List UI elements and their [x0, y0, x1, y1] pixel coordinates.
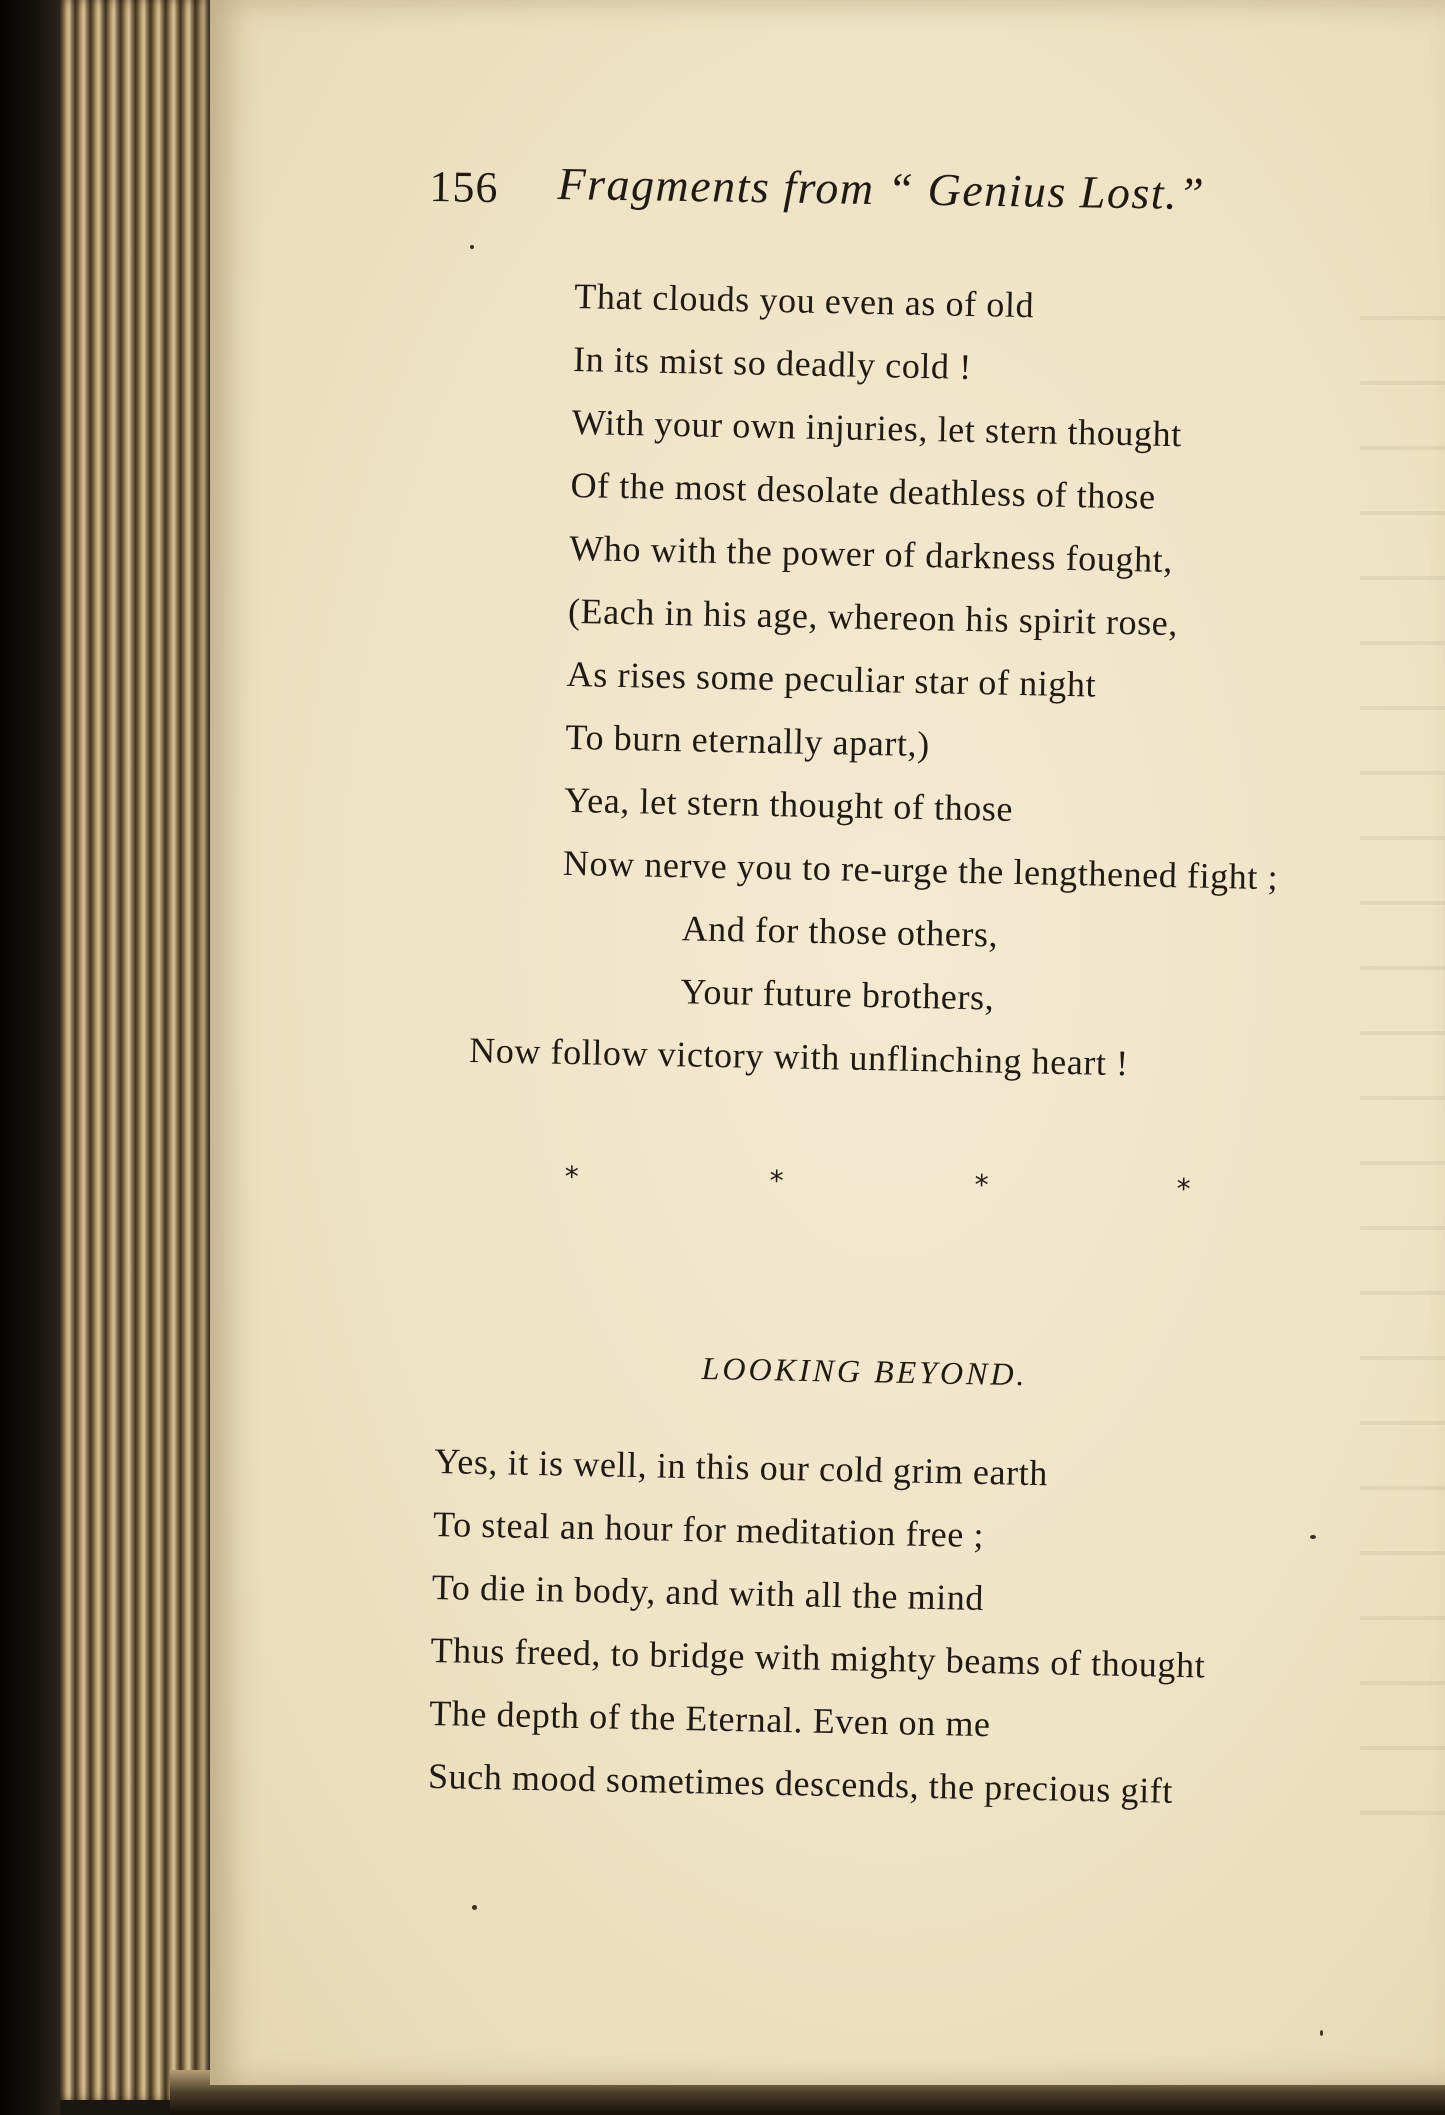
section-separator	[564, 1160, 1205, 1233]
poem-line: To die in body, and with all the mind	[431, 1566, 985, 1619]
poem-line: To steal an hour for meditation free ;	[432, 1503, 985, 1556]
paper-speck	[472, 1905, 477, 1910]
asterisk: *	[564, 1160, 579, 1194]
poem-line: (Each in his age, whereon his spirit rose,	[567, 590, 1179, 644]
poem-line: Who with the power of darkness fought,	[568, 527, 1174, 581]
poem-line: Thus freed, to bridge with mighty beams of thought	[430, 1629, 1206, 1686]
page-number: 156	[429, 161, 499, 213]
poem-line: Yes, it is well, in this our cold grim earth	[433, 1440, 1049, 1494]
poem-stanza-1	[468, 265, 1395, 1100]
poem-stanza-2	[427, 1430, 1334, 1826]
poem-line: Of the most desolate deathless of those	[570, 464, 1157, 517]
poem-line: That clouds you even as of old	[573, 275, 1035, 326]
poem-line: Now nerve you to re-urge the lengthened fight ;	[562, 842, 1279, 898]
poem-line: The depth of the Eternal. Even on me	[428, 1692, 992, 1745]
poem-line-indented: And for those others,	[681, 908, 999, 955]
poem-line-outdented: Now follow victory with unflinching heart !	[468, 1030, 1130, 1084]
page-header	[429, 155, 1380, 250]
paper-speck	[1320, 2030, 1323, 2036]
asterisk: *	[769, 1164, 784, 1198]
paper-speck	[470, 245, 474, 249]
running-title: Fragments from “ Genius Lost.”	[557, 158, 1206, 220]
asterisk: *	[1176, 1172, 1191, 1206]
poem-line: Such mood sometimes descends, the precious gift	[427, 1755, 1174, 1811]
book-binding-edge	[0, 0, 60, 2115]
poem-line: Yea, let stern thought of those	[563, 779, 1014, 829]
section-title: LOOKING BEYOND.	[701, 1350, 1028, 1393]
poem-line-indented: Your future brothers,	[680, 971, 995, 1018]
asterisk: *	[974, 1168, 989, 1202]
page-stack-edges	[60, 0, 210, 2100]
paper-speck	[1310, 1535, 1316, 1539]
poem-line: In its mist so deadly cold !	[572, 338, 973, 387]
poem-line: With your own injuries, let stern thought	[571, 401, 1183, 455]
poem-line: To burn eternally apart,)	[565, 716, 931, 765]
poem-line: As rises some peculiar star of night	[566, 653, 1097, 705]
